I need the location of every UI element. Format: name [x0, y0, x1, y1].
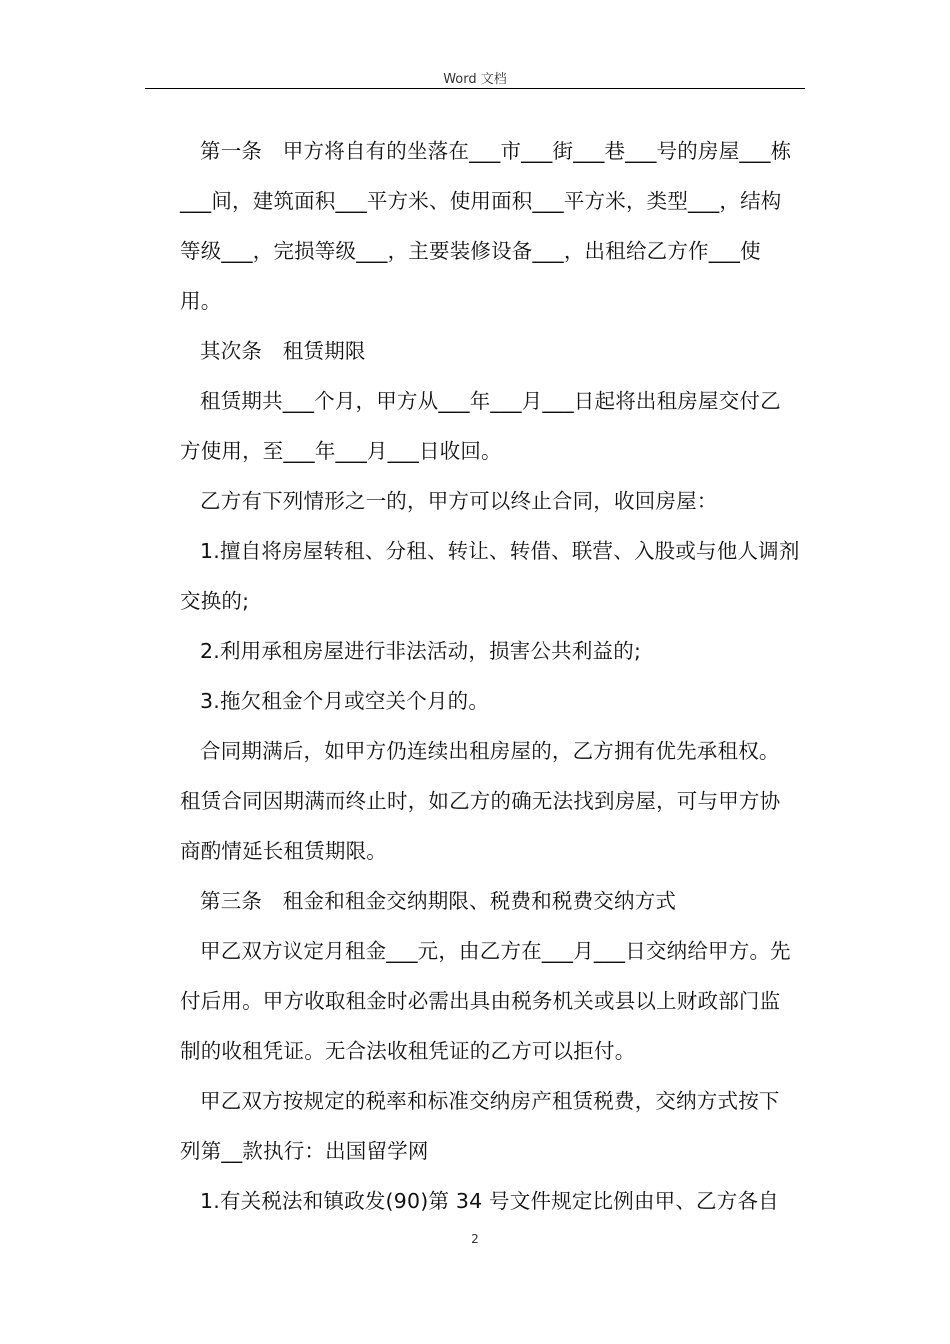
- paragraph-article-3-heading: 第三条 租金和租金交纳期限、税费和税费交纳方式: [200, 889, 677, 913]
- list-item-3: 3.拖欠租金个月或空关个月的。: [200, 689, 490, 713]
- page-number: 2: [471, 1232, 479, 1246]
- paragraph-lease-term: 租赁期共___个月，甲方从___年___月___日起将出租房屋交付乙方使用，至___年___月___日收回。: [180, 389, 781, 463]
- paragraph-article-1: 第一条 甲方将自有的坐落在___市___街___巷___号的房屋___栋___间，建筑面积___平方米、使用面积___平方米，类型___，结构等级___，完损等级___，主要装修设备___，出租给乙方作___使用。: [180, 139, 792, 313]
- list-item-2: 2.利用承租房屋进行非法活动，损害公共利益的;: [200, 639, 642, 663]
- paragraph-rent: 甲乙双方议定月租金___元，由乙方在___月___日交纳给甲方。先付后用。甲方收取租金时必需出具由税务机关或县以上财政部门监制的收租凭证。无合法收租凭证的乙方可以拒付。: [180, 939, 791, 1063]
- paragraph-taxes: 甲乙双方按规定的税率和标准交纳房产租赁税费，交纳方式按下列第__款执行：出国留学网: [180, 1089, 780, 1163]
- paragraph-renewal: 合同期满后，如甲方仍连续出租房屋的，乙方拥有优先承租权。租赁合同因期满而终止时，如乙方的确无法找到房屋，可与甲方协商酌情延长租赁期限。: [180, 739, 781, 863]
- header-title: Word 文档: [443, 72, 507, 87]
- header-divider: [145, 88, 805, 89]
- paragraph-article-2-heading: 其次条 租赁期限: [200, 339, 366, 363]
- list-item-1: 1.擅自将房屋转租、分租、转让、转借、联营、入股或与他人调剂交换的;: [180, 539, 800, 613]
- paragraph-termination-conditions: 乙方有下列情形之一的，甲方可以终止合同，收回房屋：: [200, 489, 718, 513]
- list-item-tax-1: 1.有关税法和镇政发(90)第 34 号文件规定比例由甲、乙方各自: [200, 1189, 779, 1213]
- document-body: [180, 126, 800, 1226]
